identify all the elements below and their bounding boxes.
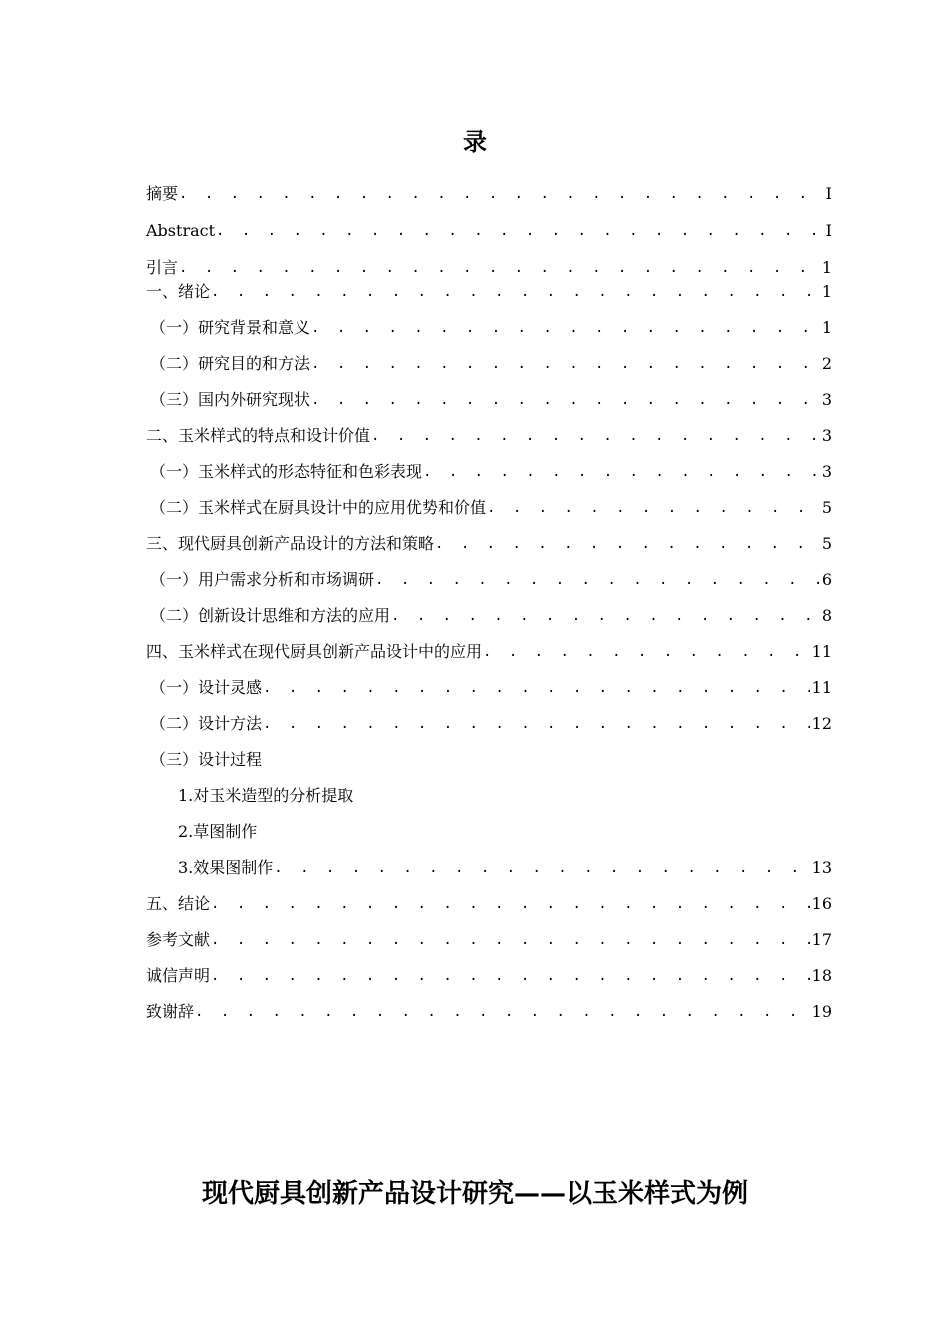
toc-entry[interactable] xyxy=(146,638,832,662)
toc-entry-label: （二）设计方法 xyxy=(150,714,263,733)
toc-entry-page: 16 xyxy=(811,894,832,913)
toc-entry[interactable] xyxy=(146,962,832,986)
toc-entry[interactable] xyxy=(146,674,832,698)
toc-entry[interactable] xyxy=(146,890,832,914)
toc-entry-page: 3 xyxy=(821,390,832,409)
toc-entry-label: 一、绪论 xyxy=(146,282,211,301)
toc-entry-page: 19 xyxy=(811,1002,832,1021)
toc-entry[interactable] xyxy=(146,926,832,950)
toc-entry[interactable] xyxy=(146,854,832,878)
toc-entry-page: 1 xyxy=(821,282,832,301)
toc-entry-page: 8 xyxy=(821,606,832,625)
toc-entry[interactable] xyxy=(146,746,832,770)
toc-title: 录 xyxy=(463,127,487,156)
toc-entry-page: I xyxy=(825,221,832,240)
toc-entry[interactable] xyxy=(146,494,832,518)
toc-entry-page: 6 xyxy=(821,570,832,589)
toc-entry-label: 四、玉米样式在现代厨具创新产品设计中的应用 xyxy=(146,642,483,661)
toc-entry-label: （二）研究目的和方法 xyxy=(150,354,311,373)
toc-entry-label: 1.对玉米造型的分析提取 xyxy=(178,786,354,805)
toc-entry-label: 二、玉米样式的特点和设计价值 xyxy=(146,426,371,445)
toc-entry-label: 3.效果图制作 xyxy=(178,858,274,877)
toc-entry-label: 参考文献 xyxy=(146,930,211,949)
toc-entry-label: （三）设计过程 xyxy=(150,750,263,769)
toc-entry[interactable] xyxy=(146,602,832,626)
toc-entry-label: 致谢辞 xyxy=(146,1002,195,1021)
document-title: 现代厨具创新产品设计研究——以玉米样式为例 xyxy=(201,1179,748,1209)
toc-entry-label: 三、现代厨具创新产品设计的方法和策略 xyxy=(146,534,435,553)
toc-entry-label: 引言 xyxy=(146,258,179,277)
toc-entry-label: （一）设计灵感 xyxy=(150,678,263,697)
toc-entry-page: 18 xyxy=(811,966,832,985)
toc-entry[interactable] xyxy=(146,458,832,482)
toc-entry[interactable] xyxy=(146,180,832,204)
toc-entry-label: （二）玉米样式在厨具设计中的应用优势和价值 xyxy=(150,498,487,517)
toc-entry[interactable] xyxy=(146,278,832,302)
toc-entry-page: 2 xyxy=(821,354,832,373)
toc-entry-page: 12 xyxy=(811,714,832,733)
toc-entry[interactable] xyxy=(146,386,832,410)
toc-entry-page: 5 xyxy=(821,534,832,553)
toc-entry-page: I xyxy=(825,184,832,203)
toc-entry-label: 2.草图制作 xyxy=(178,822,258,841)
toc-entry-page: 1 xyxy=(821,258,832,277)
toc-entry[interactable] xyxy=(146,998,832,1022)
toc-entry-page: 11 xyxy=(811,678,832,697)
toc-entry-page: 13 xyxy=(811,858,832,877)
toc-entry[interactable] xyxy=(146,818,832,842)
toc-entry-label: Abstract xyxy=(146,221,216,240)
toc-entry-label: 五、结论 xyxy=(146,894,211,913)
toc-entry-label: （二）创新设计思维和方法的应用 xyxy=(150,606,391,625)
toc-entry-label: （一）玉米样式的形态特征和色彩表现 xyxy=(150,462,423,481)
toc-entry[interactable] xyxy=(146,710,832,734)
toc-entry-label: （三）国内外研究现状 xyxy=(150,390,311,409)
toc-entry-page: 17 xyxy=(811,930,832,949)
toc-entry[interactable] xyxy=(146,254,832,278)
toc-entry[interactable] xyxy=(146,314,832,338)
toc-entry[interactable] xyxy=(146,782,832,806)
toc-entry-label: 诚信声明 xyxy=(146,966,211,985)
toc-entry-page: 3 xyxy=(821,426,832,445)
toc-entry[interactable] xyxy=(146,566,832,590)
toc-entry[interactable] xyxy=(146,350,832,374)
toc-entry[interactable] xyxy=(146,422,832,446)
toc-entry-page: 3 xyxy=(821,462,832,481)
toc-entry-page: 5 xyxy=(821,498,832,517)
toc-entry-page: 1 xyxy=(821,318,832,337)
toc-entry[interactable] xyxy=(146,530,832,554)
toc-entry-label: （一）研究背景和意义 xyxy=(150,318,311,337)
toc-entry-label: （一）用户需求分析和市场调研 xyxy=(150,570,375,589)
toc-entry-page: 11 xyxy=(811,642,832,661)
toc-entry[interactable] xyxy=(146,217,832,241)
toc-entry-label: 摘要 xyxy=(146,184,179,203)
